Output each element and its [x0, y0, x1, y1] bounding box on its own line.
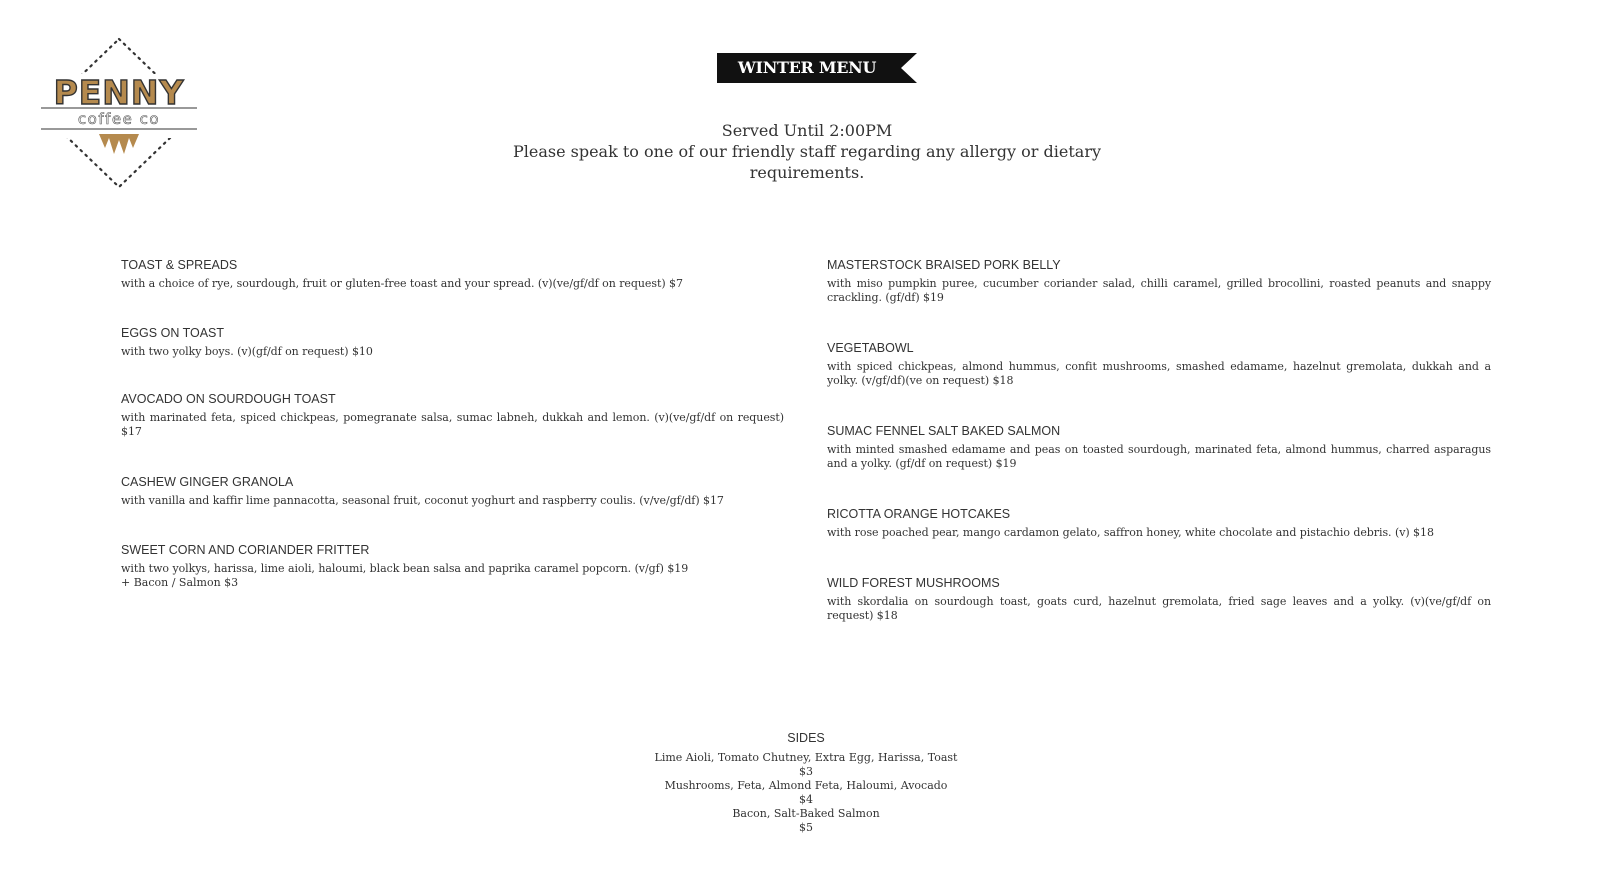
menu-item-description: with two yolkys, harissa, lime aioli, haloumi, black bean salsa and paprika caramel popcorn. (v/gf) $19 — [121, 562, 689, 575]
menu-item — [121, 257, 784, 291]
served-until: Served Until 2:00PM — [721, 121, 893, 140]
menu-item-description: with marinated feta, spiced chickpeas, pomegranate salsa, sumac labneh, dukkah and lemon. (v)(ve/gf/df on request) $17 — [121, 411, 784, 438]
menu-item — [827, 423, 1491, 471]
menu-item-name: RICOTTA ORANGE HOTCAKES — [827, 507, 1011, 521]
menu-item — [827, 340, 1491, 388]
menu-intro — [490, 120, 1124, 183]
sides-line: Mushrooms, Feta, Almond Feta, Haloumi, Avocado — [664, 779, 948, 792]
menu-item — [121, 325, 784, 359]
menu-item-name: WILD FOREST MUSHROOMS — [827, 576, 1000, 590]
sides-title: SIDES — [787, 731, 825, 745]
logo-wordmark: PENNY — [53, 73, 185, 112]
menu-item-description: with vanilla and kaffir lime pannacotta, seasonal fruit, coconut yoghurt and raspberry coulis. (v/ve/gf/df) $17 — [121, 494, 724, 507]
menu-item-name: MASTERSTOCK BRAISED PORK BELLY — [827, 258, 1061, 272]
menu-item-description: with skordalia on sourdough toast, goats curd, hazelnut gremolata, fried sage leaves and a yolky. (v)(ve/gf/df on request) $18 — [827, 595, 1491, 622]
menu-item-description: with minted smashed edamame and peas on toasted sourdough, marinated feta, almond hummus, charred asparagus and a yolky. (gf/df on request) $19 — [827, 443, 1491, 470]
menu-item-addon: + Bacon / Salmon $3 — [121, 576, 239, 589]
menu-item-description: with two yolky boys. (v)(gf/df on request) $10 — [121, 345, 373, 358]
winter-menu-banner — [717, 53, 917, 83]
sides-line: Lime Aioli, Tomato Chutney, Extra Egg, Harissa, Toast — [654, 751, 958, 764]
logo-subtitle: coffee co — [77, 110, 161, 128]
allergy-notice: Please speak to one of our friendly staff regarding any allergy or dietary requirements. — [512, 142, 1102, 182]
banner-title: WINTER MENU — [737, 58, 877, 77]
menu-item — [121, 391, 784, 439]
menu-item-name: TOAST & SPREADS — [121, 258, 238, 272]
menu-item-name: VEGETABOWL — [827, 341, 914, 355]
menu-item-description: with spiced chickpeas, almond hummus, confit mushrooms, smashed edamame, hazelnut gremolata, dukkah and a yolky. (v/gf/df)(ve on request) $18 — [827, 360, 1491, 387]
menu-item-name: CASHEW GINGER GRANOLA — [121, 475, 294, 489]
sides-section — [500, 730, 1112, 835]
sides-price: $5 — [799, 821, 813, 834]
penny-coffee-logo — [38, 36, 200, 190]
menu-item — [827, 506, 1491, 540]
logo-graphic — [38, 36, 200, 190]
sides-price: $4 — [799, 793, 813, 806]
menu-item-name: SWEET CORN AND CORIANDER FRITTER — [121, 543, 370, 557]
menu-item-description: with miso pumpkin puree, cucumber coriander salad, chilli caramel, grilled brocollini, roasted peanuts and snappy crackling. (gf/df) $19 — [827, 277, 1491, 304]
sides-price: $3 — [799, 765, 813, 778]
menu-item — [121, 474, 784, 508]
menu-item-name: EGGS ON TOAST — [121, 326, 225, 340]
menu-item — [827, 575, 1491, 623]
menu-item-name: AVOCADO ON SOURDOUGH TOAST — [121, 392, 336, 406]
sides-line: Bacon, Salt-Baked Salmon — [732, 807, 880, 820]
menu-item — [827, 257, 1491, 305]
menu-item-description: with a choice of rye, sourdough, fruit or gluten-free toast and your spread. (v)(ve/gf/df on request) $7 — [121, 277, 683, 290]
menu-item-description: with rose poached pear, mango cardamon gelato, saffron honey, white chocolate and pistachio debris. (v) $18 — [827, 526, 1434, 539]
sun-icon — [99, 134, 139, 154]
menu-item — [121, 542, 784, 590]
menu-item-name: SUMAC FENNEL SALT BAKED SALMON — [827, 424, 1061, 438]
